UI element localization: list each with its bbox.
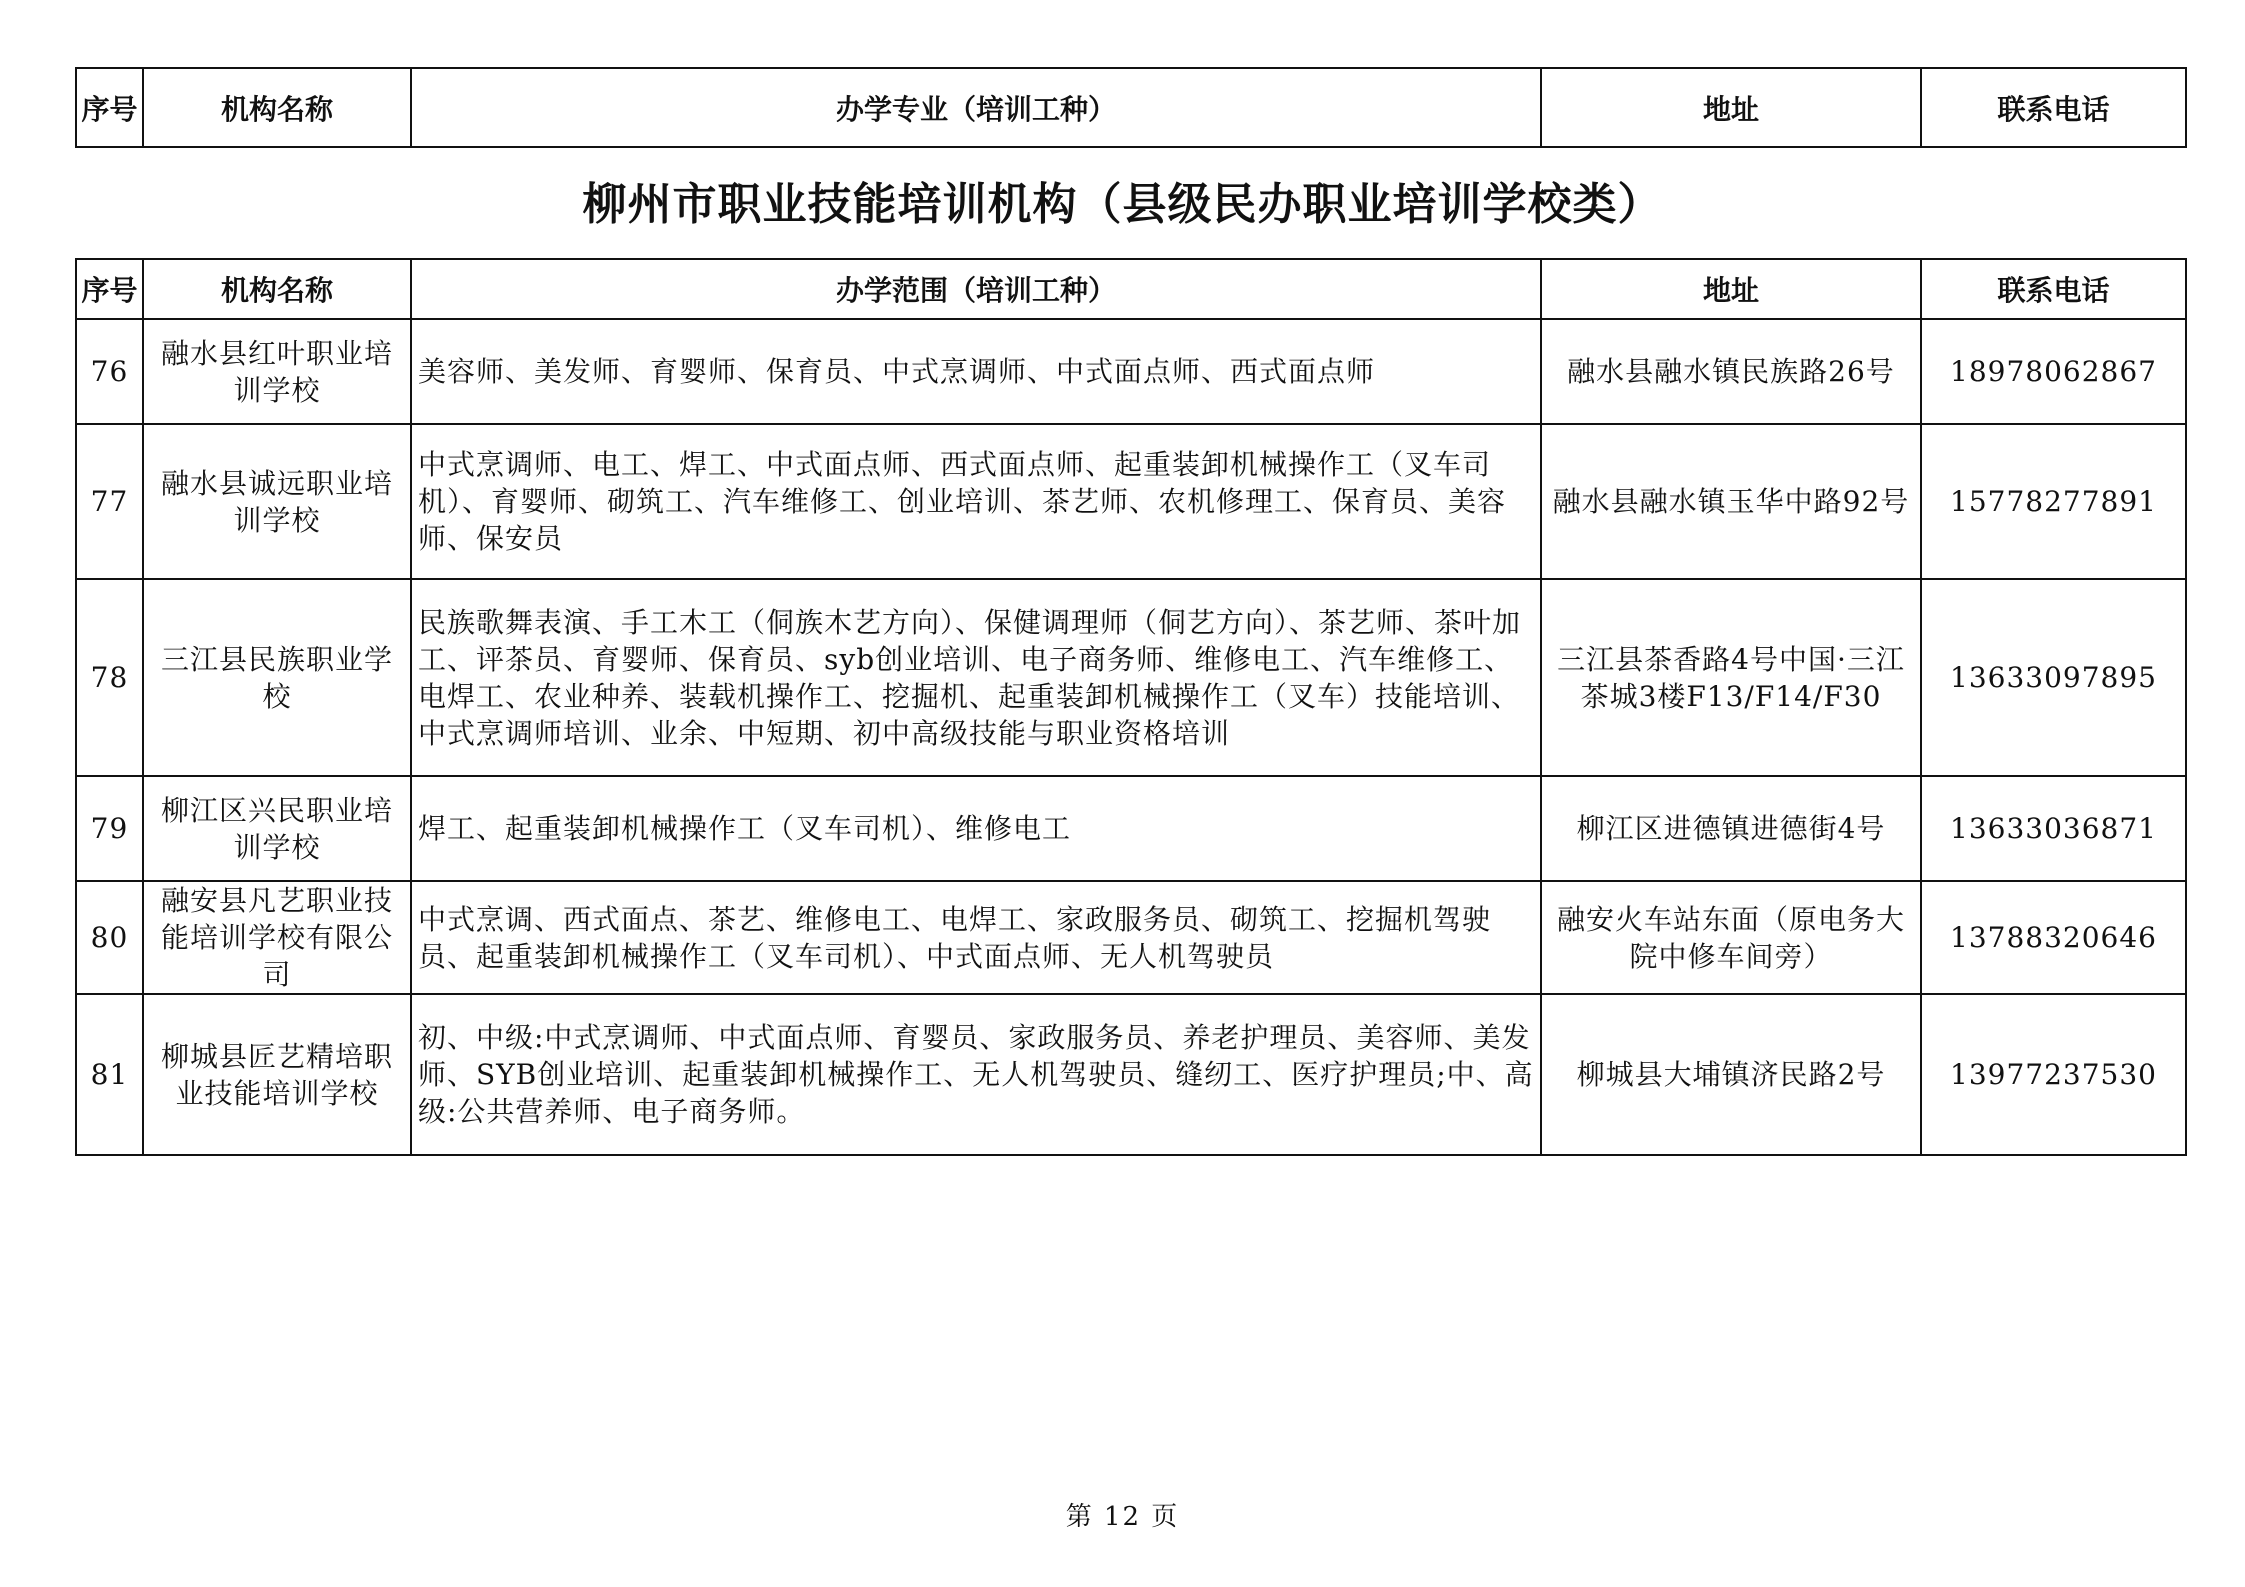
header-phone: 联系电话 xyxy=(1921,259,2186,319)
header-scope: 办学专业（培训工种） xyxy=(411,68,1541,147)
header-address: 地址 xyxy=(1541,68,1921,147)
row-name: 融安县凡艺职业技能培训学校有限公司 xyxy=(143,881,411,994)
page-number: 第 12 页 xyxy=(1065,1502,1180,1532)
row-name: 柳城县匠艺精培职业技能培训学校 xyxy=(143,994,411,1155)
row-address: 融水县融水镇玉华中路92号 xyxy=(1541,424,1921,579)
row-no: 81 xyxy=(76,994,143,1155)
row-no: 80 xyxy=(76,881,143,994)
row-no: 78 xyxy=(76,579,143,776)
row-address: 融水县融水镇民族路26号 xyxy=(1541,319,1921,424)
row-phone: 13633036871 xyxy=(1921,776,2186,881)
table-row xyxy=(76,579,2186,776)
header-phone: 联系电话 xyxy=(1921,68,2186,147)
row-address: 柳江区进德镇进德街4号 xyxy=(1541,776,1921,881)
row-address: 三江县茶香路4号中国·三江茶城3楼F13/F14/F30 xyxy=(1541,579,1921,776)
header-no: 序号 xyxy=(76,68,143,147)
table-row xyxy=(76,881,2186,994)
row-name: 融水县诚远职业培训学校 xyxy=(143,424,411,579)
table-row xyxy=(76,319,2186,424)
row-scope: 初、中级:中式烹调师、中式面点师、育婴员、家政服务员、养老护理员、美容师、美发师、SYB创业培训、起重装卸机械操作工、无人机驾驶员、缝纫工、医疗护理员;中、高级:公共营养师、电子商务师。 xyxy=(411,994,1541,1155)
row-phone: 13977237530 xyxy=(1921,994,2186,1155)
row-phone: 18978062867 xyxy=(1921,319,2186,424)
row-name: 柳江区兴民职业培训学校 xyxy=(143,776,411,881)
row-name: 三江县民族职业学校 xyxy=(143,579,411,776)
row-phone: 13788320646 xyxy=(1921,881,2186,994)
row-address: 柳城县大埔镇济民路2号 xyxy=(1541,994,1921,1155)
header-scope: 办学范围（培训工种） xyxy=(411,259,1541,319)
row-address: 融安火车站东面（原电务大院中修车间旁） xyxy=(1541,881,1921,994)
row-scope: 美容师、美发师、育婴师、保育员、中式烹调师、中式面点师、西式面点师 xyxy=(411,319,1541,424)
institution-table xyxy=(75,258,2187,1156)
row-scope: 民族歌舞表演、手工木工（侗族木艺方向）、保健调理师（侗艺方向）、茶艺师、茶叶加工、评茶员、育婴师、保育员、syb创业培训、电子商务师、维修电工、汽车维修工、电焊工、农业种养、装载机操作工、挖掘机、起重装卸机械操作工（叉车）技能培训、中式烹调师培训、业余、中短期、初中高级技能与职业资格培训 xyxy=(411,579,1541,776)
header-address: 地址 xyxy=(1541,259,1921,319)
row-scope: 中式烹调师、电工、焊工、中式面点师、西式面点师、起重装卸机械操作工（叉车司机）、育婴师、砌筑工、汽车维修工、创业培训、茶艺师、农机修理工、保育员、美容师、保安员 xyxy=(411,424,1541,579)
table-row xyxy=(76,994,2186,1155)
row-no: 77 xyxy=(76,424,143,579)
row-phone: 13633097895 xyxy=(1921,579,2186,776)
table-header-row xyxy=(76,259,2186,319)
header-name: 机构名称 xyxy=(143,68,411,147)
row-phone: 15778277891 xyxy=(1921,424,2186,579)
header-no: 序号 xyxy=(76,259,143,319)
table-row xyxy=(76,424,2186,579)
table-row xyxy=(76,776,2186,881)
row-name: 融水县红叶职业培训学校 xyxy=(143,319,411,424)
top-header-row xyxy=(76,68,2186,147)
row-scope: 中式烹调、西式面点、茶艺、维修电工、电焊工、家政服务员、砌筑工、挖掘机驾驶员、起重装卸机械操作工（叉车司机）、中式面点师、无人机驾驶员 xyxy=(411,881,1541,994)
row-scope: 焊工、起重装卸机械操作工（叉车司机）、维修电工 xyxy=(411,776,1541,881)
row-no: 79 xyxy=(76,776,143,881)
header-name: 机构名称 xyxy=(143,259,411,319)
top-header-table xyxy=(75,67,2187,148)
row-no: 76 xyxy=(76,319,143,424)
document-title: 柳州市职业技能培训机构（县级民办职业培训学校类） xyxy=(582,179,1663,230)
